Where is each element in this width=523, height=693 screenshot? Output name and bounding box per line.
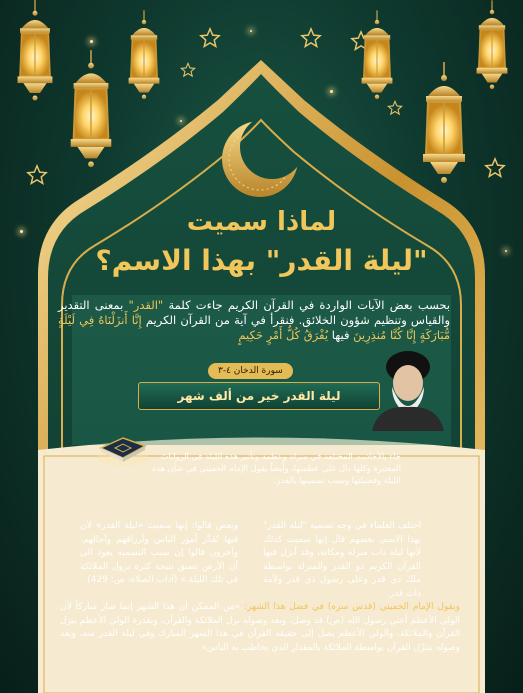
intro-paragraph xyxy=(58,298,450,343)
star-icon xyxy=(300,27,322,49)
star-icon xyxy=(199,27,221,49)
intro-text: فيها xyxy=(328,328,354,342)
bottom-paragraph xyxy=(60,601,460,655)
column-right: اختلف العلماء في وجه تسمية "ليلة القدر" بهذا الاسم، بعضهم قال إنها سميت كذلك لأنها ليلة ذات منزلة ومكانة، وقد أنزل فيها القرآن الكريم ذو القدر والمنزلة بواسطة ملك ذي قدر وعلى رسول ذي قدر ولأمة ذات قدر. xyxy=(263,521,421,599)
title-line-2: "ليلة القدر" بهذا الاسم؟ xyxy=(95,244,428,277)
surah-reference-badge: سورة الدخان ٤-٣ xyxy=(208,363,293,379)
verse-text: إِنَّا أَنزَلْنَاهُ فِي لَيْلَةٍ مُّبَارَكَةٍ إِنَّا كُنَّا مُنذِرِينَ xyxy=(58,313,450,342)
column-left: وبعض قالوا: إنها سميت «ليلة القدر» لأن فيها تُقَدَّر أمور الناس وأرزاقهم وآجالهم، وآخرون قالوا إن سبب التسمية يعود الى أن الأرض تضيق نتيجة كثرة نزول الملائكة في تلك الليلة.» (آداب الصلاة، ص: 429) xyxy=(80,521,238,585)
portrait-image xyxy=(368,345,448,431)
star-icon xyxy=(484,157,506,179)
bottom-lead: ويقول الإمام الخميني (قدس سره) في فضل هذا الشهر: xyxy=(244,602,461,612)
quran-book-icon xyxy=(93,420,153,470)
sparkle xyxy=(250,30,252,32)
sparkle xyxy=(505,250,507,252)
sparkle xyxy=(90,40,93,43)
intro-text: بحسب بعض الآيات الواردة في القرآن الكريم جاءت كلمة xyxy=(163,298,450,312)
bottom-text: «من الممكن أن هذا الشهر إنما صار مباركاً لأن الولي الأعظم أعني رسول الله (ص) قد وصل، وبعد وصوله نزل الملائكة والقرآن، وبقدرة الولي الأعظم ينزل القرآن والملائكة، والولي الأعظم يصل إلى حقيقة القرآن في هذا الشهر المبارك وفي ليلة القدر منه، وبعد وصوله يتنزّل القرآن بواسطة الملائكة بالمقدار الذي يخاطب به الناس». xyxy=(60,602,460,653)
section-banner: ليلة القدر خير من ألف شهر xyxy=(138,382,380,410)
title-line-1: لماذا سميت xyxy=(186,207,337,237)
intro-highlight: "القدر" xyxy=(128,298,164,312)
sparkle xyxy=(20,230,23,233)
arch-content xyxy=(38,60,485,693)
imam-quote-intro: جاء بالأحاديث المختلفة في منزلة وعظمة وتأثير هذه الليلة في الروايات المعتبرة وكلها دال على عظمتها، وأيضاً يقول الإمام الخميني في شأن هذه الليلة وفضيلتها وسبب تسميتها بالقدر: xyxy=(151,451,401,485)
verse-text: يُفْرَقُ كُلُّ أَمْرٍ حَكِيمٍ xyxy=(238,328,329,342)
intro-text: بمعنى التقدير والقياس وتنظيم شؤون الخلائق. فنقرأ في آية من القرآن الكريم xyxy=(58,298,451,327)
